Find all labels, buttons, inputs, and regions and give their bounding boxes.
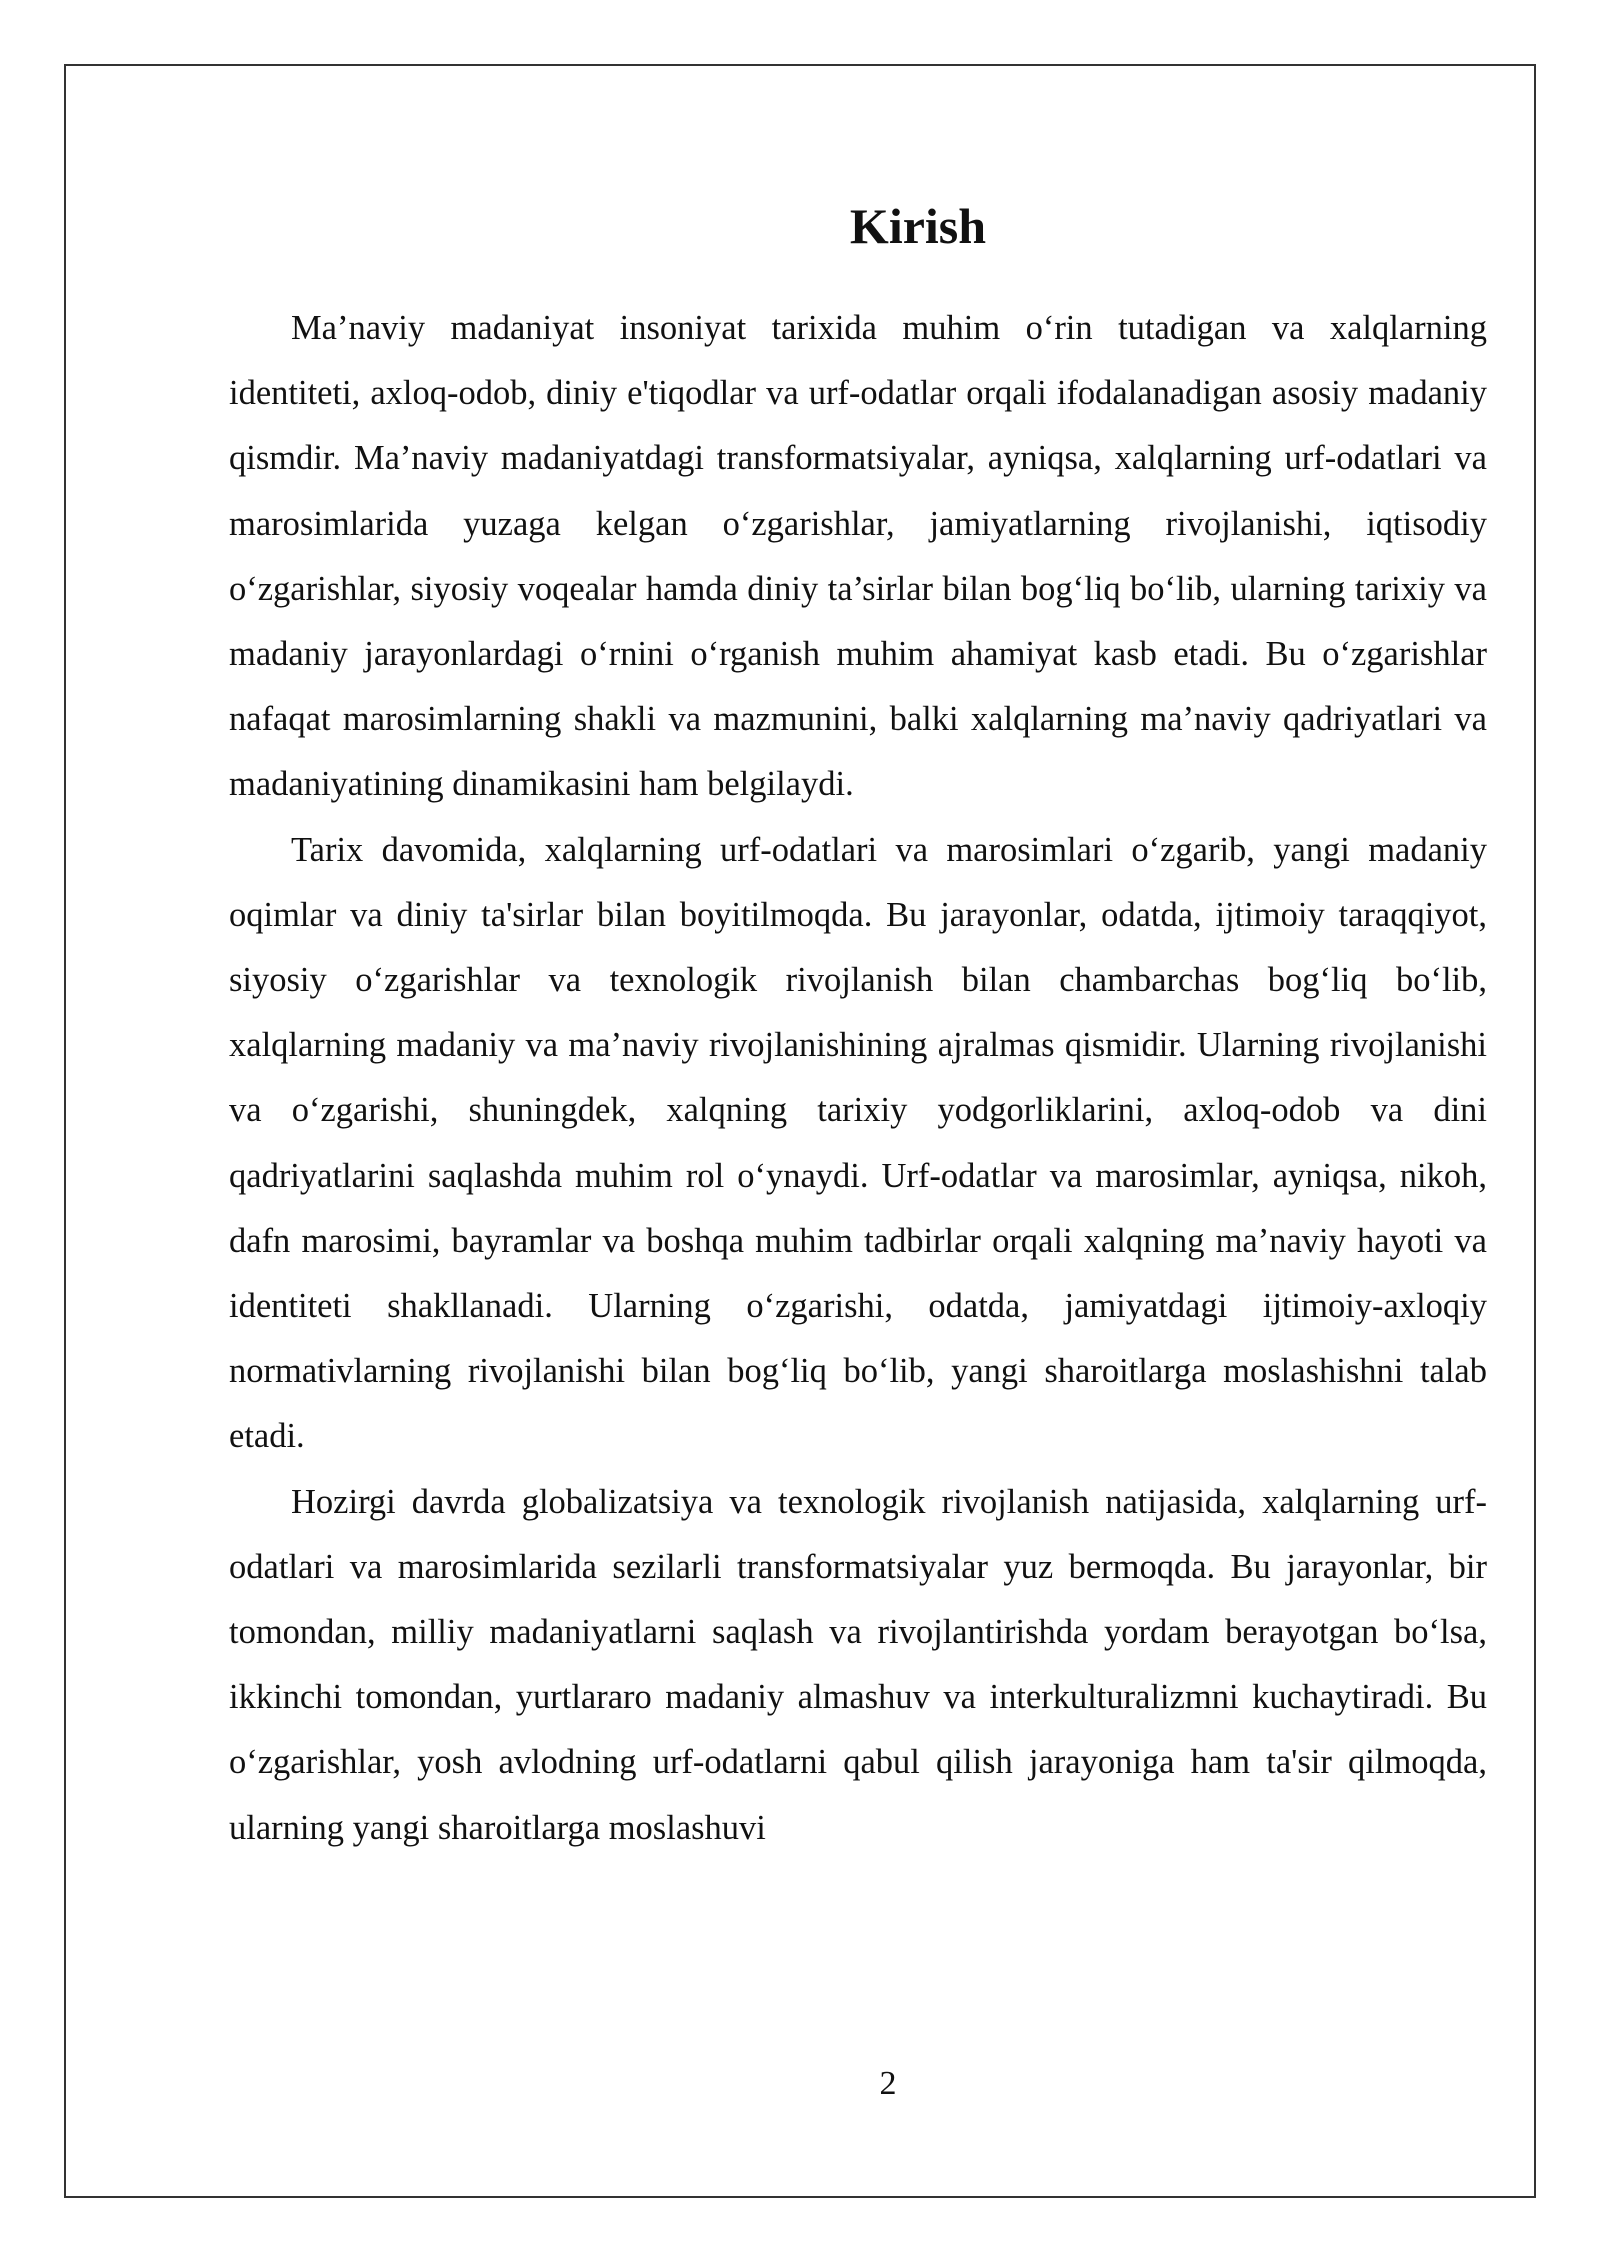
paragraph-3: Hozirgi davrda globalizatsiya va texnologik rivojlanish natijasida, xalqlarning urf-odatlari va marosimlarida sezilarli transformatsiyalar yuz bermoqda. Bu jarayonlar, bir tomondan, milliy madaniyatlarni saqlash va rivojlantirishda yordam berayotgan bo‘lsa, ikkinchi tomondan, yurtlararo madaniy almashuv va interkulturalizmni kuchaytiradi. Bu o‘zgarishlar, yosh avlodning urf-odatlarni qabul qilish jarayoniga ham ta'sir qilmoqda, ularning yangi sharoitlarga moslashuvi bbox=[229, 1482, 1487, 1847]
page-title: Kirish bbox=[849, 198, 987, 254]
page-number: 2 bbox=[879, 2065, 897, 2102]
paragraph-1: Ma’naviy madaniyat insoniyat tarixida muhim o‘rin tutadigan va xalqlarning identiteti, axloq-odob, diniy e'tiqodlar va urf-odatlar orqali ifodalanadigan asosiy madaniy qismdir. Ma’naviy madaniyatdagi transformatsiyalar, ayniqsa, xalqlarning urf-odatlari va marosimlarida yuzaga kelgan o‘zgarishlar, jamiyatlarning rivojlanishi, iqtisodiy o‘zgarishlar, siyosiy voqealar hamda diniy ta’sirlar bilan bog‘liq bo‘lib, ularning tarixiy va madaniy jarayonlardagi o‘rnini o‘rganish muhim ahamiyat kasb etadi. Bu o‘zgarishlar nafaqat marosimlarning shakli va mazmunini, balki xalqlarning ma’naviy qadriyatlari va madaniyatining dinamikasini ham belgilaydi. bbox=[229, 309, 1487, 804]
paragraph-2: Tarix davomida, xalqlarning urf-odatlari va marosimlari o‘zgarib, yangi madaniy oqimlar va diniy ta'sirlar bilan boyitilmoqda. Bu jarayonlar, odatda, ijtimoiy taraqqiyot, siyosiy o‘zgarishlar va texnologik rivojlanish bilan chambarchas bog‘liq bo‘lib, xalqlarning madaniy va ma’naviy rivojlanishining ajralmas qismidir. Ularning rivojlanishi va o‘zgarishi, shuningdek, xalqning tarixiy yodgorliklarini, axloq-odob va dini qadriyatlarini saqlashda muhim rol o‘ynaydi. Urf-odatlar va marosimlar, ayniqsa, nikoh, dafn marosimi, bayramlar va boshqa muhim tadbirlar orqali xalqning ma’naviy hayoti va identiteti shakllanadi. Ularning o‘zgarishi, odatda, jamiyatdagi ijtimoiy-axloqiy normativlarning rivojlanishi bilan bog‘liq bo‘lib, yangi sharoitlarga moslashishni talab etadi. bbox=[229, 830, 1487, 1456]
page-content bbox=[229, 196, 1487, 1861]
